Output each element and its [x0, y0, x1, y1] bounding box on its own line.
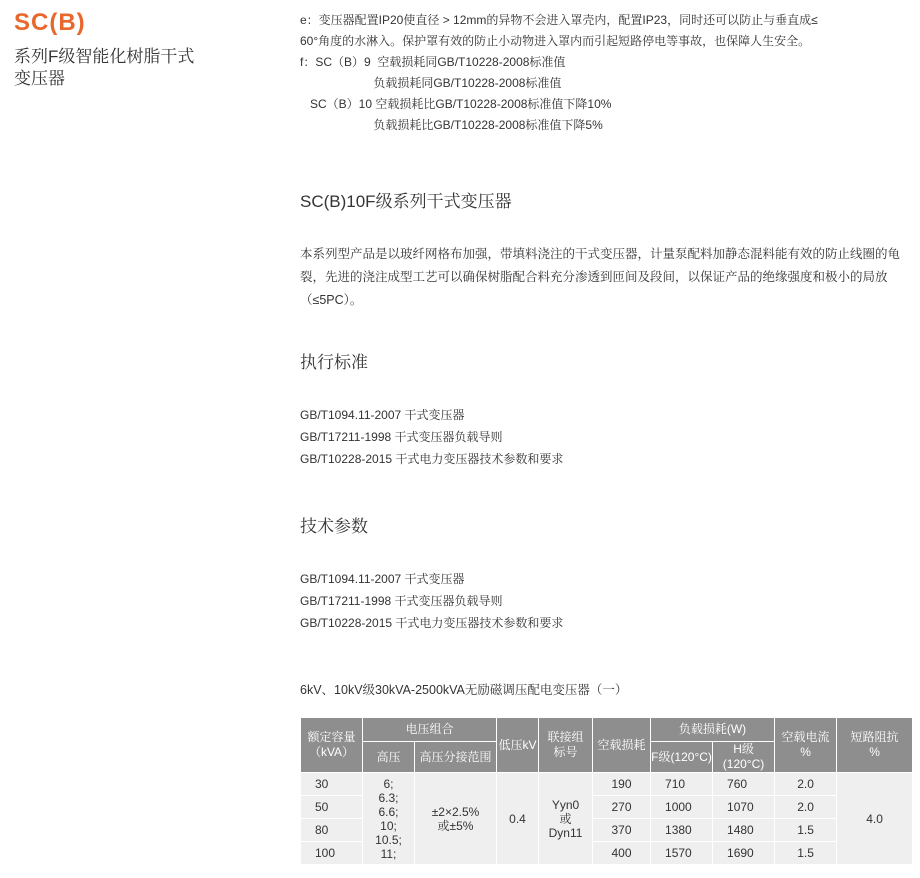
cell-h-class: 760 [713, 773, 775, 796]
header-load-loss: 负载损耗(W) [651, 718, 775, 742]
cell-tap-range: ±2×2.5% 或±5% [415, 773, 497, 865]
product-model: SC(B) [14, 9, 86, 36]
cell-h-class: 1690 [713, 842, 775, 865]
header-h-class: H级(120°C) [713, 742, 775, 773]
header-high-voltage: 高压 [363, 742, 415, 773]
standard-item: GB/T1094.11-2007 干式变压器 [300, 408, 465, 422]
cell-capacity: 80 [301, 819, 363, 842]
cell-no-load-loss: 190 [593, 773, 651, 796]
note-line: f：SC（B）9 空载损耗同GB/T10228-2008标准值 [300, 55, 566, 69]
note-line: 60°角度的水淋入。保护罩有效的防止小动物进入罩内而引起短路停电等事故，也保障人生安全。 [300, 34, 811, 48]
series-heading: SC(B)10F级系列干式变压器 [300, 192, 512, 211]
cell-no-load-current: 2.0 [775, 773, 837, 796]
header-capacity: 额定容量 （kVA） [301, 718, 363, 773]
cell-f-class: 1000 [651, 796, 713, 819]
cell-connection: Yyn0 或 Dyn11 [539, 773, 593, 865]
notes-block [300, 10, 912, 136]
spec-table [300, 717, 913, 865]
tech-item: GB/T17211-1998 干式变压器负载导则 [300, 594, 503, 608]
cell-f-class: 1570 [651, 842, 713, 865]
cell-no-load-loss: 370 [593, 819, 651, 842]
cell-impedance: 4.0 [837, 773, 913, 865]
standard-item: GB/T10228-2015 干式电力变压器技术参数和要求 [300, 452, 564, 466]
standard-item: GB/T17211-1998 干式变压器负载导则 [300, 430, 503, 444]
cell-capacity: 30 [301, 773, 363, 796]
note-line: 负载损耗比GB/T10228-2008标准值下降5% [300, 118, 603, 132]
cell-low-voltage: 0.4 [497, 773, 539, 865]
standards-list [300, 404, 563, 470]
product-subtitle: 系列F级智能化树脂干式 变压器 [14, 47, 195, 88]
tech-item: GB/T1094.11-2007 干式变压器 [300, 572, 465, 586]
tech-item: GB/T10228-2015 干式电力变压器技术参数和要求 [300, 616, 564, 630]
table-row [301, 773, 913, 796]
cell-capacity: 50 [301, 796, 363, 819]
header-connection: 联接组 标号 [539, 718, 593, 773]
cell-h-class: 1070 [713, 796, 775, 819]
cell-no-load-current: 1.5 [775, 842, 837, 865]
cell-no-load-current: 1.5 [775, 819, 837, 842]
note-line: 负载损耗同GB/T10228-2008标准值 [300, 76, 562, 90]
header-no-load-current: 空载电流 % [775, 718, 837, 773]
tech-list [300, 568, 563, 634]
cell-capacity: 100 [301, 842, 363, 865]
series-paragraph: 本系列型产品是以玻纤网格布加强，带填料浇注的干式变压器，计量泵配料加静态混料能有效的防止线圈的龟裂，先进的浇注成型工艺可以确保树脂配合料充分渗透到匝间及段间，以保证产品的绝缘强度和极小的局放（≤5PC）。 [300, 247, 901, 307]
standards-heading: 执行标准 [300, 353, 368, 372]
cell-h-class: 1480 [713, 819, 775, 842]
cell-f-class: 1380 [651, 819, 713, 842]
cell-f-class: 710 [651, 773, 713, 796]
header-impedance: 短路阻抗 % [837, 718, 913, 773]
side-title-block [14, 8, 244, 90]
header-voltage-combo: 电压组合 [363, 718, 497, 742]
cell-no-load-loss: 400 [593, 842, 651, 865]
cell-no-load-current: 2.0 [775, 796, 837, 819]
note-line: SC（B）10 空载损耗比GB/T10228-2008标准值下降10% [300, 97, 612, 111]
header-low-voltage: 低压kV [497, 718, 539, 773]
note-line: e：变压器配置IP20使直径 > 12mm的异物不会进入罩壳内，配置IP23，同时还可以防止与垂直成≤ [300, 13, 818, 27]
table-title: 6kV、10kV级30kVA-2500kVA无励磁调压配电变压器（一） [300, 683, 628, 697]
tech-heading: 技术参数 [300, 517, 368, 536]
header-f-class: F级(120°C) [651, 742, 713, 773]
header-tap-range: 高压分接范围 [415, 742, 497, 773]
cell-no-load-loss: 270 [593, 796, 651, 819]
cell-high-voltage: 6; 6.3; 6.6; 10; 10.5; 11; [363, 773, 415, 865]
header-no-load-loss: 空载损耗 [593, 718, 651, 773]
